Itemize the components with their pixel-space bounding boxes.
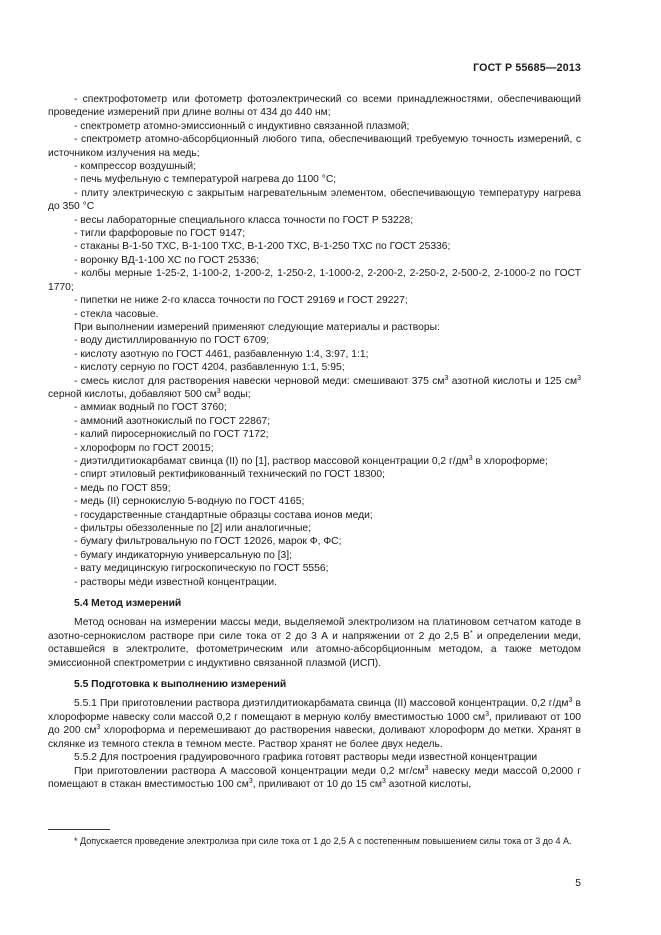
list-item-dtc: - диэтилдитиокарбамат свинца (II) по [1], раствор массовой концентрации 0,2 $г/дм^3$ в хлороформе; — [74, 454, 548, 467]
list-item: - пипетки не ниже 2-го класса точности по ГОСТ 29169 и ГОСТ 29227; — [74, 295, 408, 307]
list-item: - хлороформ по ГОСТ 20015; — [74, 442, 214, 454]
section-5-4-text: Метод основан на измерении массы меди, выделяемой электролизом на платиновом сетчатом катоде в азотно-сернокислом растворе при силе тока от 2 до 3 А и напряжении от 2 до 2,5 В* и определении меди, оставшейся в электролите, фотометрическим или атомно-абсорбционным методом, а также методом эмиссионной спектрометрии с индуктивно связанной плазмой (ИСП). — [48, 617, 581, 669]
paragraph-solution-a: При приготовлении раствора А массовой концентрации меди 0,2 $мг/см^3$ навеску меди массой 0,2000 г помещают в стакан вместимостью 100 $см^3$, приливают от 10 до 15 $см^3$ азотной кислоты, — [48, 764, 581, 790]
page-number: 5 — [575, 878, 581, 889]
paragraph-5-5-1: 5.5.1 При приготовлении раствора диэтилдитиокарбамата свинца (II) массовой концентрации. 0,2 $г/дм^3$ в хлороформе навеску соли массой 0,2 г помещают в мерную колбу вместимостью 1000 $см^3$, приливают от 100 до 200 $см^3$ хлороформа и перемешивают до растворения навески, доливают хлороформ до метки. Хранят в склянке из темного стекла в темном месте. Раствор хранят не более двух недель. — [48, 697, 581, 750]
section-heading-5-5: 5.5 Подготовка к выполнению измерений — [74, 679, 287, 691]
list-item: - государственные стандартные образцы состава ионов меди; — [74, 509, 373, 521]
footnote: * Допускается проведение электролиза при силе тока от 1 до 2,5 А с постепенным повышением силы тока от 3 до 4 А. — [74, 836, 572, 846]
list-item: - весы лабораторные специального класса точности по ГОСТ Р 53228; — [74, 214, 414, 226]
list-item: - фильтры обеззоленные по [2] или аналогичные; — [74, 523, 311, 534]
list-item: - аммоний азотнокислый по ГОСТ 22867; — [74, 415, 271, 427]
materials-list — [48, 334, 581, 589]
list-item: - кислоту серную по ГОСТ 4204, разбавленную 1:1, 5:95; — [74, 362, 345, 374]
footnote-divider — [48, 829, 110, 830]
list-item: - воронку ВД-1-100 ХС по ГОСТ 25336; — [74, 254, 260, 266]
list-item: - спирт этиловый ректификованный технический по ГОСТ 18300; — [74, 469, 385, 481]
list-item: - стаканы В-1-50 ТХС, В-1-100 ТХС, В-1-200 ТХС, В-1-250 ТХС по ГОСТ 25336; — [74, 241, 451, 253]
list-item-acid-mix: - смесь кислот для растворения навески черновой меди: смешивают 375 $см^3$ азотной кислоты и 125 $см^3$ серной кислоты, добавляют 500 $см^3$ воды; — [48, 374, 581, 400]
list-item: - медь по ГОСТ 859; — [74, 482, 171, 494]
list-item: - кислоту азотную по ГОСТ 4461, разбавленную 1:4, 3:97, 1:1; — [74, 348, 369, 360]
list-item: - вату медицинскую гигроскопическую по ГОСТ 5556; — [74, 563, 329, 575]
list-item: - растворы меди известной концентрации. — [74, 576, 277, 588]
list-item: - медь (II) сернокислую 5-водную по ГОСТ 4165; — [74, 496, 305, 508]
list-item: - аммиак водный по ГОСТ 3760; — [74, 402, 227, 414]
list-item: - тигли фарфоровые по ГОСТ 9147; — [74, 228, 246, 240]
equipment-list — [48, 93, 581, 321]
list-item: - спектрометр атомно-эмиссионный с индуктивно связанной плазмой; — [74, 120, 410, 132]
list-item: - спектрометр атомно-абсорбционный любого типа, обеспечивающий требуемую точность измерений, с источником излучения на медь; — [48, 134, 581, 159]
list-item: - калий пиросернокислый по ГОСТ 7172; — [74, 429, 269, 441]
list-item: - плиту электрическую с закрытым нагревательным элементом, обеспечивающую температуру нагрева до 350 °С — [48, 187, 581, 213]
list-item: - колбы мерные 1-25-2, 1-100-2, 1-200-2, 1-250-2, 1-1000-2, 2-200-2, 2-250-2, 2-500-2, 2-1000-2 по ГОСТ 1770; — [48, 268, 581, 293]
paragraph-5-5-2: 5.5.2 Для построения градуировочного графика готовят растворы меди известной концентрации — [74, 752, 538, 764]
materials-intro: При выполнении измерений применяют следующие материалы и растворы: — [74, 321, 440, 333]
document-code-header: ГОСТ Р 55685—2013 — [473, 62, 581, 74]
list-item: - бумагу фильтровальную по ГОСТ 12026, марок Ф, ФС; — [74, 536, 342, 548]
list-item: - спектрофотометр или фотометр фотоэлектрический со всеми принадлежностями, обеспечивающий проведение измерений при длине волны от 434 до 440 нм; — [48, 94, 581, 119]
page-content — [48, 93, 581, 791]
list-item: - стекла часовые. — [74, 308, 159, 320]
list-item: - бумагу индикаторную универсальную по [3]; — [74, 549, 292, 561]
list-item: - компрессор воздушный; — [74, 161, 197, 173]
list-item: - воду дистиллированную по ГОСТ 6709; — [74, 335, 270, 347]
section-heading-5-4: 5.4 Метод измерений — [74, 598, 182, 610]
list-item: - печь муфельную с температурой нагрева до 1100 °С; — [74, 174, 337, 186]
